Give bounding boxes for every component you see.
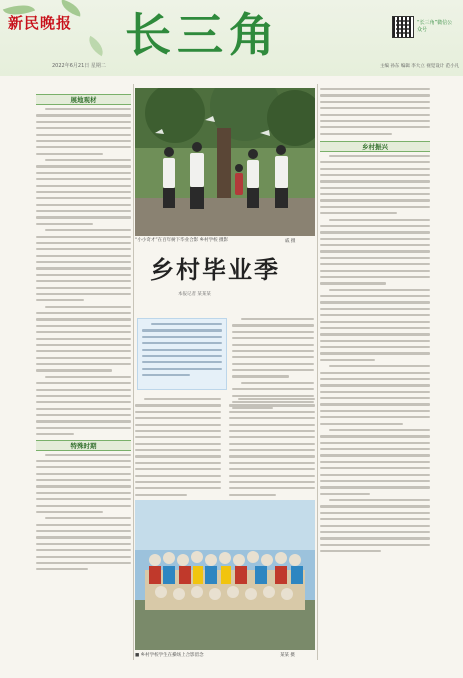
group-photo bbox=[135, 500, 315, 650]
left-column bbox=[36, 88, 131, 575]
article-body-text bbox=[36, 108, 131, 435]
graduation-photo bbox=[135, 88, 315, 236]
section-heading: 乡村振兴 bbox=[320, 141, 430, 152]
masthead bbox=[0, 0, 463, 76]
leaf-decoration bbox=[84, 36, 107, 56]
section-title: 长三角 bbox=[125, 8, 281, 62]
issue-date: 2022年6月21日 星期二 bbox=[52, 63, 106, 69]
qr-label: “长三角”微信公众号 bbox=[417, 20, 453, 33]
right-column bbox=[320, 88, 430, 556]
photo-credit: 戚 摄 bbox=[285, 239, 296, 244]
section-heading: 特殊时期 bbox=[36, 440, 131, 451]
column-divider bbox=[317, 84, 318, 660]
newspaper-brand: 新民晚报 bbox=[8, 14, 73, 32]
article-body-text bbox=[36, 454, 131, 571]
article-headline: 乡村毕业季 bbox=[150, 255, 280, 284]
column-divider bbox=[133, 84, 134, 660]
photo-caption: ■ 乡村学校学生在操场上合影留念 bbox=[135, 653, 204, 658]
article-byline: 本报记者 某某某 bbox=[178, 292, 211, 297]
article-body-text bbox=[135, 398, 315, 500]
editor-credits: 主编 孙东 编辑 李大立 视觉设计 范小凡 bbox=[380, 64, 460, 69]
article-body-text bbox=[320, 155, 430, 552]
qr-code-icon[interactable] bbox=[392, 16, 414, 38]
article-body-text bbox=[320, 88, 430, 135]
photo-caption: “小小奇才”在百年树下毕业合影 乡村学校 摄影 bbox=[135, 238, 229, 243]
section-heading: 展地观材 bbox=[36, 94, 131, 105]
intro-box bbox=[137, 318, 227, 390]
photo-credit: 某某 摄 bbox=[280, 653, 295, 658]
